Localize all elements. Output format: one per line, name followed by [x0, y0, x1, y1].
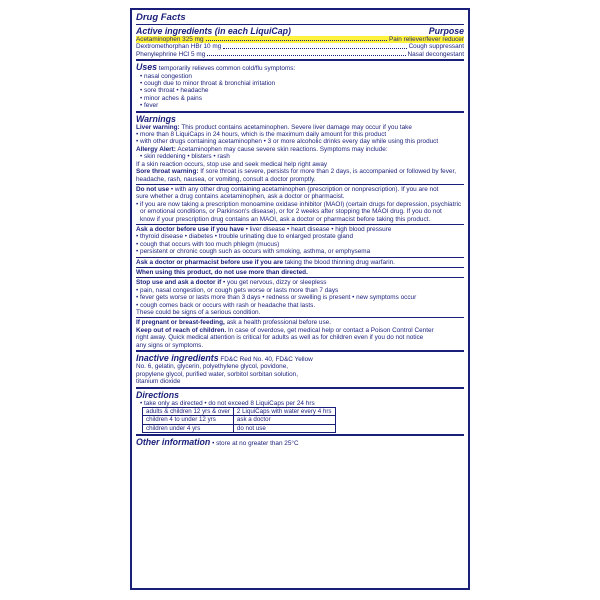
warnings-heading: Warnings [136, 113, 176, 124]
ask-doctor-text: • liver disease • heart disease • high blood pressure [245, 225, 392, 233]
stop-use-text: • cough comes back or occurs with rash or headache that lasts. [136, 301, 316, 309]
stop-use-label: Stop use and ask a doctor if [136, 279, 222, 287]
sore-throat-text: headache, rash, nausea, or vomiting, consult a doctor promptly. [136, 175, 316, 183]
purpose-heading: Purpose [428, 26, 464, 36]
active-name: Dextromethorphan HBr 10 mg [136, 43, 222, 51]
liver-warning-label: Liver warning: [136, 123, 180, 131]
keep-out-text: right away. Quick medical attention is critical for adults as well as for children even if you do not notice [136, 334, 424, 342]
sore-throat-label: Sore throat warning: [136, 168, 199, 176]
warnings-section [136, 114, 464, 349]
dose-cell: do not use [233, 424, 335, 432]
other-information-section [136, 437, 464, 447]
uses-item: • fever [140, 102, 159, 110]
age-cell: children under 4 yrs [143, 424, 234, 432]
active-row [136, 36, 464, 43]
allergy-alert-label: Allergy Alert: [136, 145, 176, 153]
active-name: Phenylephrine HCl 5 mg [136, 50, 206, 58]
active-purpose: Pain reliever/fever reducer [389, 36, 464, 43]
inactive-text: propylene glycol, purified water, sorbitol sorbitan solution, [136, 370, 298, 378]
do-not-use-text: • with any other drug containing acetaminophen (prescription or nonprescription). If you are not [170, 185, 439, 193]
ask-doctor-text: • persistent or chronic cough such as occurs with smoking, asthma, or emphysema [136, 248, 371, 256]
uses-item: • minor aches & pains [140, 94, 202, 102]
do-not-use-text: or emotional conditions, or Parkinson's disease), or for 2 weeks after stopping the MAOI drug. If you do not [140, 208, 442, 216]
stop-use-text: • pain, nasal congestion, or cough gets worse or lasts more than 7 days [136, 286, 339, 294]
directions-table [142, 407, 336, 433]
drug-facts-panel [130, 8, 470, 590]
dose-cell: 2 LiquiCaps with water every 4 hrs [233, 408, 335, 416]
stop-use-text: These could be signs of a serious condition. [136, 309, 261, 316]
active-row [136, 43, 464, 50]
inactive-text: titanium dioxide [136, 378, 181, 386]
inactive-text: FD&C Red No. 40, FD&C Yellow [220, 356, 313, 364]
do-not-use-label: Do not use [136, 185, 170, 193]
uses-item: • nasal congestion [140, 72, 192, 80]
liver-item: • more than 8 LiquiCaps in 24 hours, which is the maximum daily amount for this product [136, 131, 387, 139]
do-not-use-text: know if your prescription drug contains an MAOI, ask a doctor or pharmacist before taking this product. [140, 215, 431, 223]
directions-text: • take only as directed • do not exceed 8 LiquiCaps per 24 hrs [140, 399, 315, 407]
dose-cell: ask a doctor [233, 416, 335, 424]
inactive-text: No. 6, gelatin, glycerin, polyethylene glycol, povidone, [136, 363, 289, 371]
ask-pharmacist-text: taking the blood thinning drug warfarin. [284, 258, 395, 266]
uses-intro: temporarily relieves common cold/flu symptoms: [158, 65, 296, 73]
when-using-text: When using this product, do not use more than directed. [136, 268, 308, 276]
uses-item: • cough due to minor throat & bronchial irritation [140, 80, 276, 88]
do-not-use-text: sure whether a drug contains acetaminophen, ask a doctor or pharmacist. [136, 193, 345, 201]
keep-out-text: any signs or symptoms. [136, 341, 204, 349]
sore-throat-text: If sore throat is severe, persists for more than 2 days, is accompanied or followed by fever, [200, 168, 457, 176]
uses-section [136, 62, 464, 109]
allergy-follow: If a skin reaction occurs, stop use and seek medical help right away [136, 160, 328, 168]
liver-warning-text: This product contains acetaminophen. Severe liver damage may occur if you take [181, 123, 412, 131]
active-purpose: Cough suppressant [408, 43, 464, 51]
active-ingredients-heading: Active ingredients (in each LiquiCap) [136, 26, 291, 36]
inactive-heading: Inactive ingredients [136, 353, 219, 364]
stop-use-text: • fever gets worse or lasts more than 3 days • redness or swelling is present • new symptoms occur [136, 294, 417, 302]
pregnant-text: ask a health professional before use. [226, 319, 332, 327]
table-row [143, 416, 336, 424]
ask-pharmacist-label: Ask a doctor or pharmacist before use if you are [136, 258, 284, 266]
liver-item: • with other drugs containing acetaminophen • 3 or more alcoholic drinks every day while using this product [136, 138, 439, 146]
drug-facts-title: Drug Facts [136, 12, 186, 23]
keep-out-text: In case of overdose, get medical help or contact a Poison Control Center [227, 326, 434, 334]
do-not-use-text: • if you are now taking a prescription monoamine oxidase inhibitor (MAOI) (certain drugs for depression, psychiatric [136, 200, 462, 208]
ask-doctor-text: • thyroid disease • diabetes • trouble urinating due to enlarged prostate gland [136, 233, 354, 241]
keep-out-label: Keep out of reach of children. [136, 326, 227, 334]
allergy-items: • skin reddening • blisters • rash [140, 153, 230, 161]
ask-doctor-text: • cough that occurs with too much phlegm (mucus) [136, 240, 280, 248]
uses-item: • sore throat • headache [140, 87, 209, 95]
active-purpose: Nasal decongestant [407, 50, 464, 58]
active-name: Acetaminophen 325 mg [136, 36, 204, 43]
active-row [136, 51, 464, 58]
directions-section [136, 390, 464, 434]
other-information-text: • store at no greater than 25°C [212, 440, 299, 448]
table-row [143, 424, 336, 432]
directions-heading: Directions [136, 389, 180, 400]
active-header [136, 26, 464, 36]
inactive-section [136, 353, 464, 386]
age-cell: adults & children 12 yrs & over [143, 408, 234, 416]
stop-use-text: • you get nervous, dizzy or sleepless [223, 279, 327, 287]
uses-heading: Uses [136, 62, 158, 73]
ask-doctor-label: Ask a doctor before use if you have [136, 225, 244, 233]
age-cell: children 4 to under 12 yrs [143, 416, 234, 424]
other-information-heading: Other information [136, 437, 211, 448]
pregnant-label: If pregnant or breast-feeding, [136, 319, 225, 327]
table-row [143, 408, 336, 416]
allergy-alert-text: Acetaminophen may cause severe skin reactions. Symptoms may include: [177, 145, 388, 153]
